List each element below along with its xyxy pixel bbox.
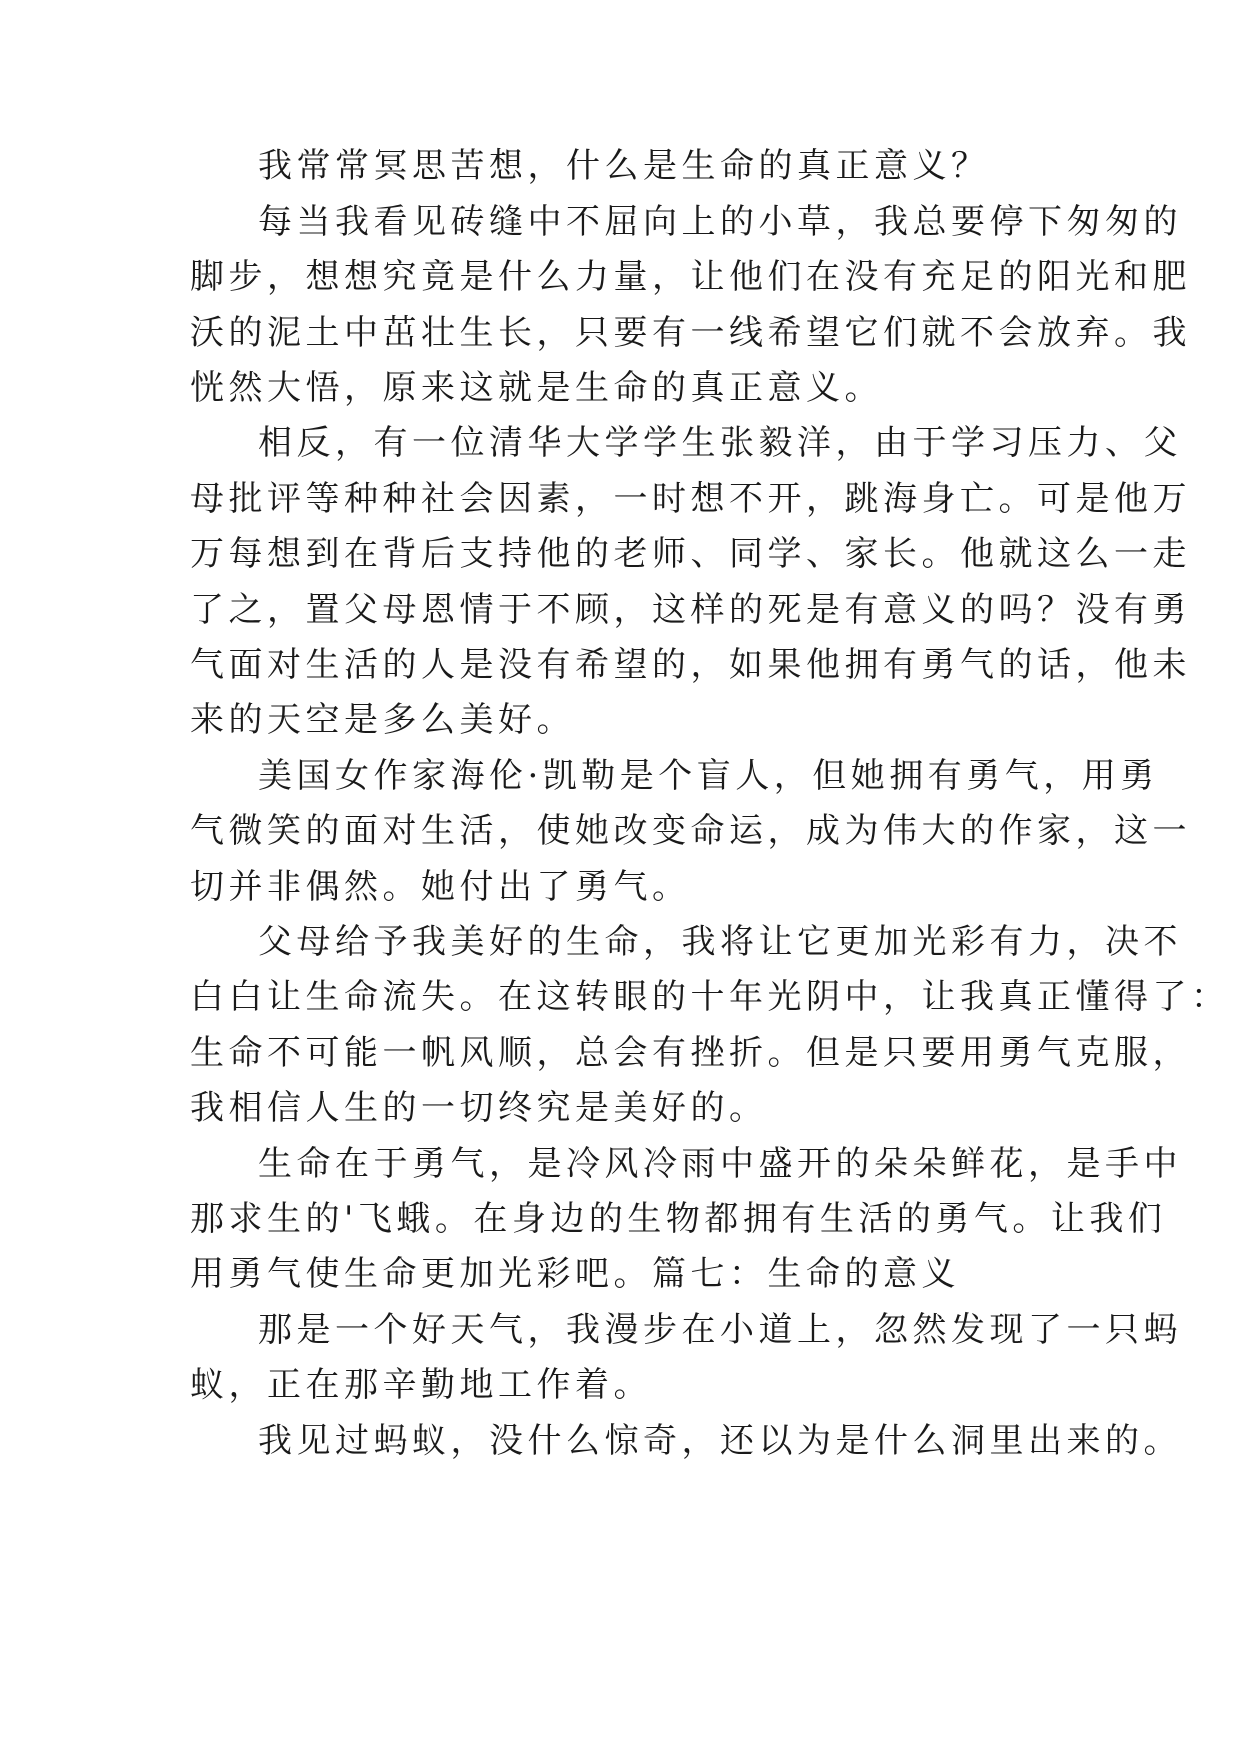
paragraph-7-line-1: 那是一个好天气，我漫步在小道上，忽然发现了一只蚂	[258, 1310, 1182, 1350]
paragraph-2-line-3: 沃的泥土中茁壮生长，只要有一线希望它们就不会放弃。我	[190, 313, 1191, 353]
paragraph-6-line-3: 用勇气使生命更加光彩吧。篇七：生命的意义	[190, 1254, 960, 1294]
paragraph-3-line-5: 气面对生活的人是没有希望的，如果他拥有勇气的话，他未	[190, 645, 1191, 685]
paragraph-4-line-1: 美国女作家海伦·凯勒是个盲人，但她拥有勇气，用勇	[258, 756, 1159, 796]
paragraph-3-line-1: 相反，有一位清华大学学生张毅洋，由于学习压力、父	[258, 423, 1182, 463]
paragraph-5-line-1: 父母给予我美好的生命，我将让它更加光彩有力，决不	[258, 922, 1182, 962]
paragraph-8-line-1: 我见过蚂蚁，没什么惊奇，还以为是什么洞里出来的。	[258, 1421, 1182, 1461]
paragraph-3-line-6: 来的天空是多么美好。	[190, 700, 575, 740]
paragraph-3-line-2: 母批评等种种社会因素，一时想不开，跳海身亡。可是他万	[190, 479, 1191, 519]
paragraph-3-line-4: 了之，置父母恩情于不顾，这样的死是有意义的吗？没有勇	[190, 590, 1191, 630]
paragraph-3-line-3: 万每想到在背后支持他的老师、同学、家长。他就这么一走	[190, 534, 1191, 574]
paragraph-2-line-1: 每当我看见砖缝中不屈向上的小草，我总要停下匆匆的	[258, 202, 1182, 242]
paragraph-1-line-1: 我常常冥思苦想，什么是生命的真正意义？	[258, 146, 990, 186]
paragraph-6-line-1: 生命在于勇气，是冷风冷雨中盛开的朵朵鲜花，是手中	[258, 1144, 1182, 1184]
paragraph-5-line-4: 我相信人生的一切终究是美好的。	[190, 1088, 768, 1128]
paragraph-5-line-2: 白白让生命流失。在这转眼的十年光阴中，让我真正懂得了：	[190, 977, 1230, 1017]
paragraph-7-line-2: 蚁，正在那辛勤地工作着。	[190, 1365, 652, 1405]
paragraph-4-line-3: 切并非偶然。她付出了勇气。	[190, 867, 691, 907]
paragraph-6-line-2: 那求生的'飞蛾。在身边的生物都拥有生活的勇气。让我们	[190, 1199, 1167, 1239]
paragraph-4-line-2: 气微笑的面对生活，使她改变命运，成为伟大的作家，这一	[190, 811, 1191, 851]
paragraph-5-line-3: 生命不可能一帆风顺，总会有挫折。但是只要用勇气克服，	[190, 1033, 1191, 1073]
paragraph-2-line-2: 脚步，想想究竟是什么力量，让他们在没有充足的阳光和肥	[190, 257, 1191, 297]
paragraph-2-line-4: 恍然大悟，原来这就是生命的真正意义。	[190, 368, 883, 408]
